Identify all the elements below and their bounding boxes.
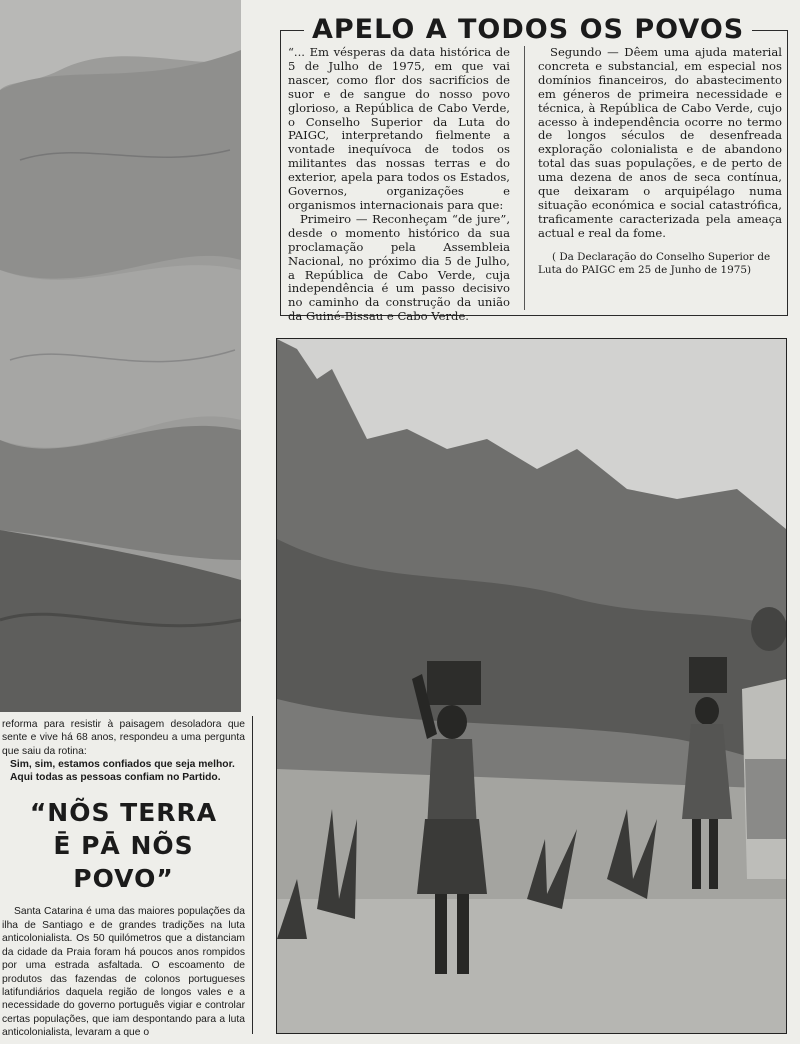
intro-paragraph: reforma para resistir à paisagem desoladora que sente e vive há 68 anos, respondeu a uma pergunta que saiu da rotina:	[2, 719, 245, 757]
headline-line-2: Ē PĀ NÕS POVO”	[53, 831, 194, 894]
apelo-paragraph-segundo: Segundo — Dêem uma ajuda material concreta e substancial, em especial nos domínios financeiros, do abastecimento em géneros de primeira necessidade e técnica, à República de Cabo Verde, cujo acesso à independência ocorre no termo de longos séculos de desenfreada exploração colonialista e de abandono total das suas populações, e de perto de uma dezena de anos de seca contínua, que deixaram o arquipélago numa situação económica e social catastrófica, traficamente caracterizada pela ameaça actual e real da fome.	[538, 45, 782, 240]
apelo-paragraph-intro: “... Em vésperas da data histórica de 5 de Julho de 1975, em que vai nascer, como flor dos sacrifícios de suor e de sangue do nosso povo glorioso, a República de Cabo Verde, o Conselho Superior da Luta do PAIGC, interpretando fielmente a vontade inequívoca de todos os militantes das nossas terras e do exterior, apela para todos os Estados, Governos, organizações e organismos internacionais para que:	[288, 45, 510, 212]
column-rule	[252, 716, 253, 1034]
apelo-source: ( Da Declaração do Conselho Superior de Luta do PAIGC em 25 de Junho de 1975)	[538, 250, 771, 276]
headline-line-1: “NÕS TERRA	[29, 798, 218, 828]
apelo-column-divider	[524, 46, 525, 310]
quote-paragraph: Sim, sim, estamos confiados que seja melhor. Aqui todas as pessoas confiam no Partido.	[10, 758, 235, 784]
apelo-title: APELO A TODOS OS POVOS	[304, 12, 752, 48]
body-paragraph: Santa Catarina é uma das maiores populações da ilha de Santiago e de grandes tradições na luta anticolonialista. Os 50 quilómetros que a distanciam da cidade da Praia foram há poucos anos rompidos por uma estrada asfaltada. O escoamento de produtos das fazendas de colonos portugueses latifundiários daquela região de longos vales e a necessidade do governo português vigiar e controlar certas populações, que iam despontando para a luta anticolonialista, levaram a que o	[2, 906, 245, 1039]
apelo-column-1	[288, 46, 510, 324]
photo-barren-hills	[0, 0, 241, 712]
photo-children-valley	[276, 338, 787, 1034]
apelo-paragraph-primeiro: Primeiro — Reconheçam “de jure”, desde o momento histórico da sua proclamação pela Assembleia Nacional, no próximo dia 5 de Julho, a República de Cabo Verde, cuja independência é um passo decisivo no caminho da construção da união da Guiné-Bissau e Cabo Verde.	[288, 211, 510, 324]
left-text-column	[2, 718, 245, 1040]
apelo-column-2	[538, 46, 782, 277]
article-headline	[2, 796, 245, 895]
